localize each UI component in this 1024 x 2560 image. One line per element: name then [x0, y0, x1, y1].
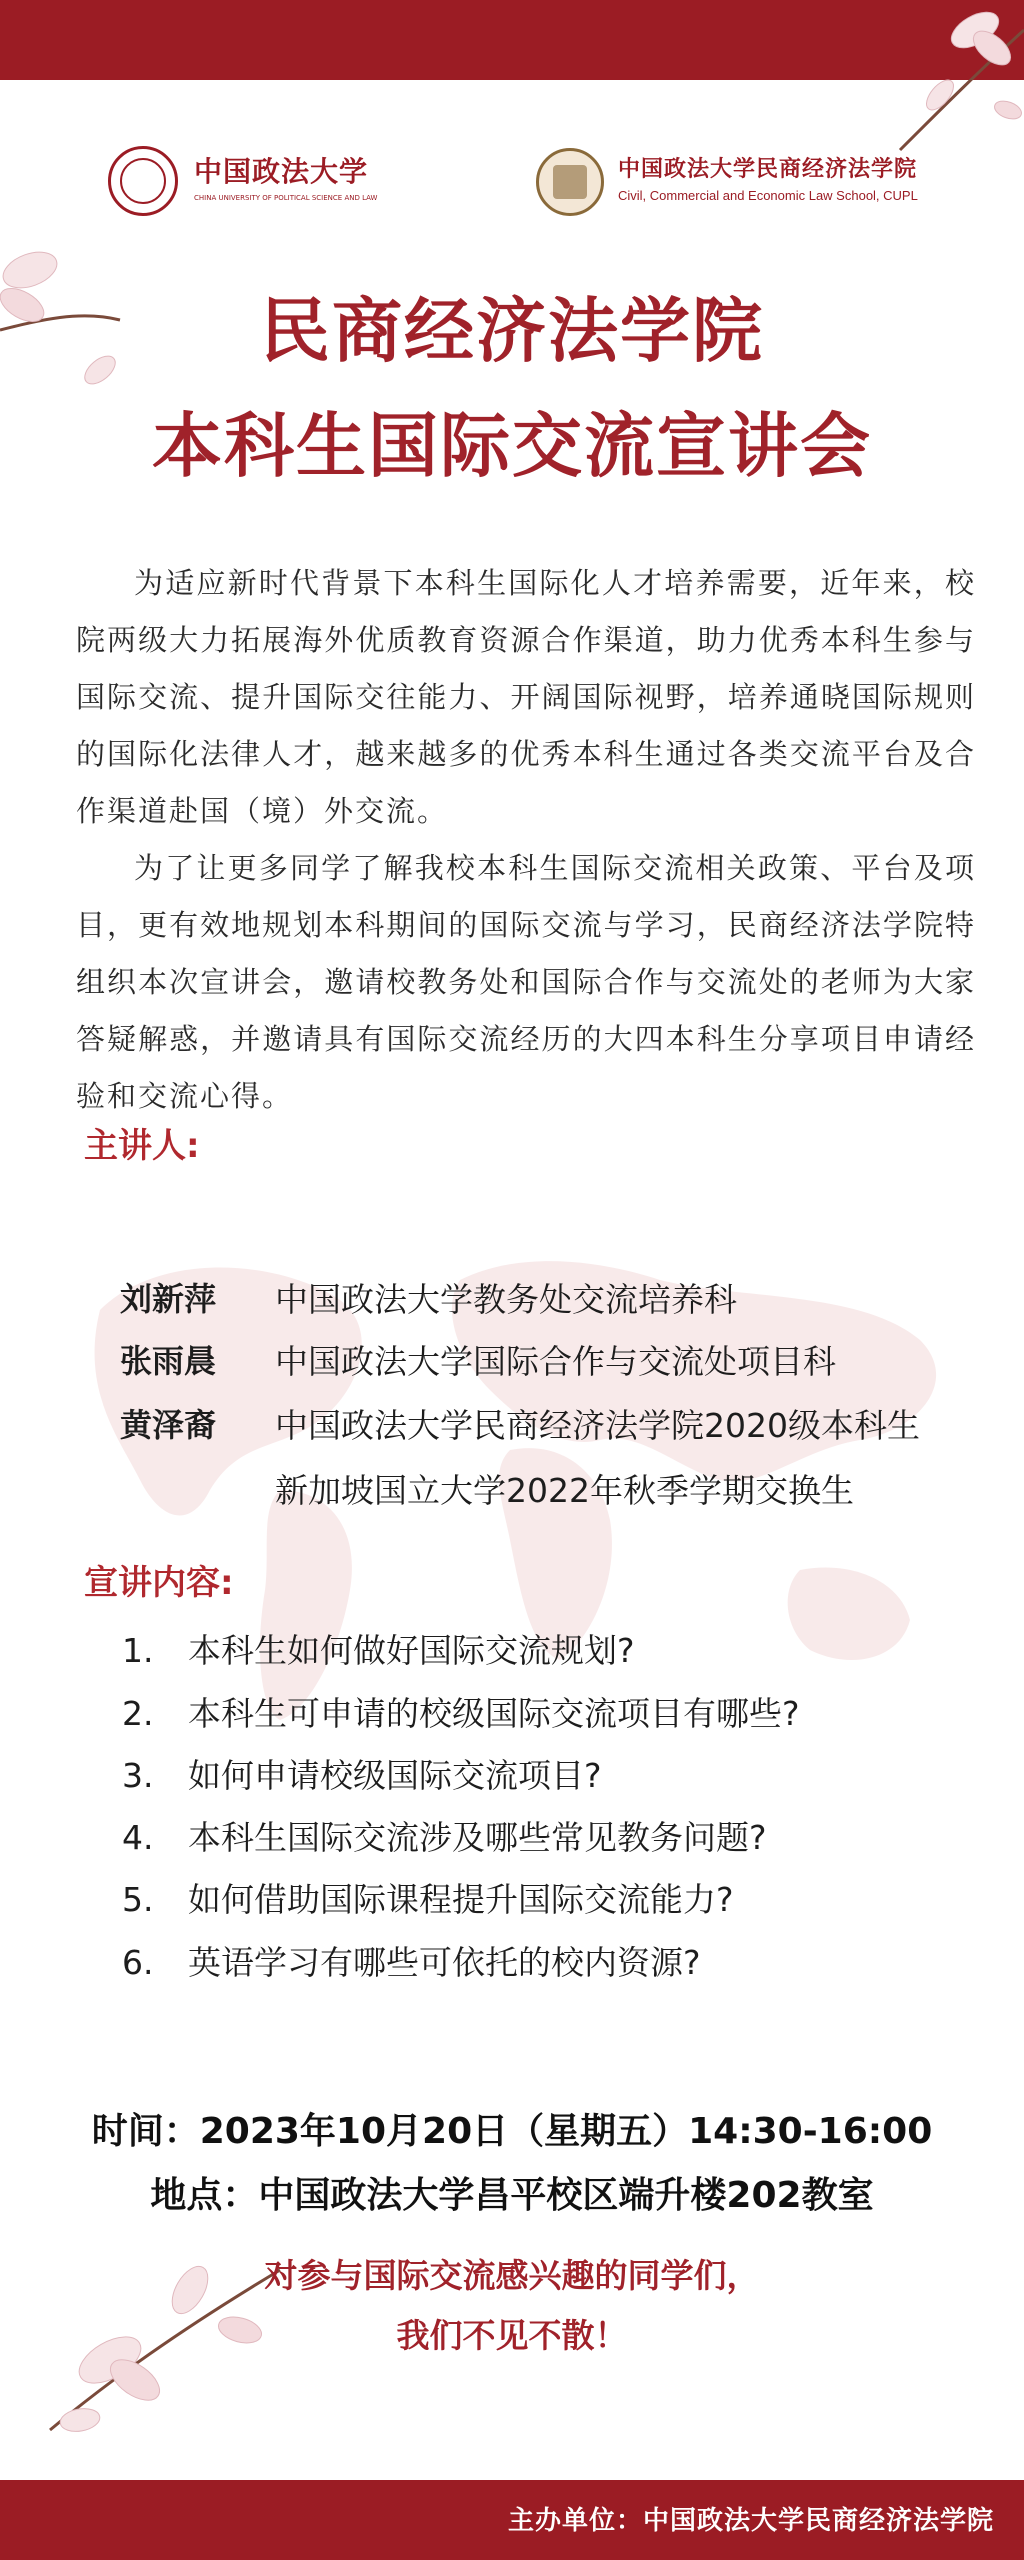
- topic-text: 本科生可申请的校级国际交流项目有哪些?: [188, 1694, 800, 1733]
- speaker-name: 刘新萍: [120, 1280, 217, 1318]
- speaker-extra-line: 新加坡国立大学2022年秋季学期交换生: [275, 1471, 854, 1510]
- intro-text: [76, 555, 976, 1125]
- topic-text: 如何申请校级国际交流项目?: [188, 1756, 602, 1795]
- top-banner: [0, 0, 1024, 80]
- law-school-seal-icon: [536, 148, 604, 216]
- topic-number: 5.: [122, 1880, 154, 1919]
- topic-text: 如何借助国际课程提升国际交流能力?: [188, 1880, 734, 1919]
- law-school-logo: [536, 142, 976, 222]
- law-school-subtitle: Civil, Commercial and Economic Law School, CUPL: [618, 188, 918, 203]
- topic-item: [122, 1750, 1002, 1797]
- organizer-label: 主办单位：中国政法大学民商经济法学院: [507, 2506, 994, 2536]
- topic-text: 英语学习有哪些可依托的校内资源?: [188, 1943, 701, 1982]
- event-time: 时间：2023年10月20日（星期五）14:30-16:00: [91, 2111, 933, 2152]
- topic-item: [122, 1937, 1002, 1984]
- closing-line2: 我们不见不散！: [396, 2316, 628, 2355]
- topic-item: [122, 1812, 1002, 1859]
- closing-line1: 对参与国际交流感兴趣的同学们，: [264, 2256, 760, 2295]
- page-title-line2: 本科生国际交流宣讲会: [152, 405, 872, 487]
- speaker-name: 黄泽裔: [120, 1406, 217, 1444]
- topic-number: 2.: [122, 1694, 154, 1733]
- university-name: 中国政法大学: [194, 155, 369, 188]
- topic-item: [122, 1874, 1002, 1921]
- topic-number: 4.: [122, 1818, 154, 1857]
- university-subtitle: CHINA UNIVERSITY OF POLITICAL SCIENCE AND LAW: [194, 194, 378, 202]
- topic-text: 本科生如何做好国际交流规划?: [188, 1631, 635, 1670]
- university-seal-icon: [108, 146, 178, 216]
- intro-paragraph: 为了让更多同学了解我校本科生国际交流相关政策、平台及项目，更有效地规划本科期间的国际交流与学习，民商经济法学院特组织本次宣讲会，邀请校教务处和国际合作与交流处的老师为大家答疑解惑，并邀请具有国际交流经历的大四本科生分享项目申请经验和交流心得。: [76, 851, 976, 1113]
- speaker-title: 中国政法大学民商经济法学院2020级本科生: [275, 1406, 920, 1445]
- speakers-heading: 主讲人:: [84, 1126, 200, 1166]
- speaker-title: 中国政法大学国际合作与交流处项目科: [275, 1342, 836, 1381]
- content-heading: 宣讲内容:: [84, 1563, 234, 1603]
- speaker-name: 张雨晨: [120, 1342, 217, 1380]
- topic-text: 本科生国际交流涉及哪些常见教务问题?: [188, 1818, 767, 1857]
- page-title-line1: 民商经济法学院: [260, 290, 764, 372]
- topic-number: 1.: [122, 1631, 154, 1670]
- speaker-title: 中国政法大学教务处交流培养科: [275, 1280, 737, 1319]
- topic-item: [122, 1688, 1002, 1735]
- topic-item: [122, 1625, 1002, 1672]
- intro-paragraph: 为适应新时代背景下本科生国际化人才培养需要，近年来，校院两级大力拓展海外优质教育资源合作渠道，助力优秀本科生参与国际交流、提升国际交往能力、开阔国际视野，培养通晓国际规则的国际化法律人才，越来越多的优秀本科生通过各类交流平台及合作渠道赴国（境）外交流。: [76, 566, 976, 828]
- cupl-logo: [108, 142, 378, 222]
- topic-number: 3.: [122, 1756, 154, 1795]
- event-location: 地点：中国政法大学昌平校区端升楼202教室: [150, 2175, 874, 2216]
- law-school-name: 中国政法大学民商经济法学院: [618, 156, 918, 182]
- topic-number: 6.: [122, 1943, 154, 1982]
